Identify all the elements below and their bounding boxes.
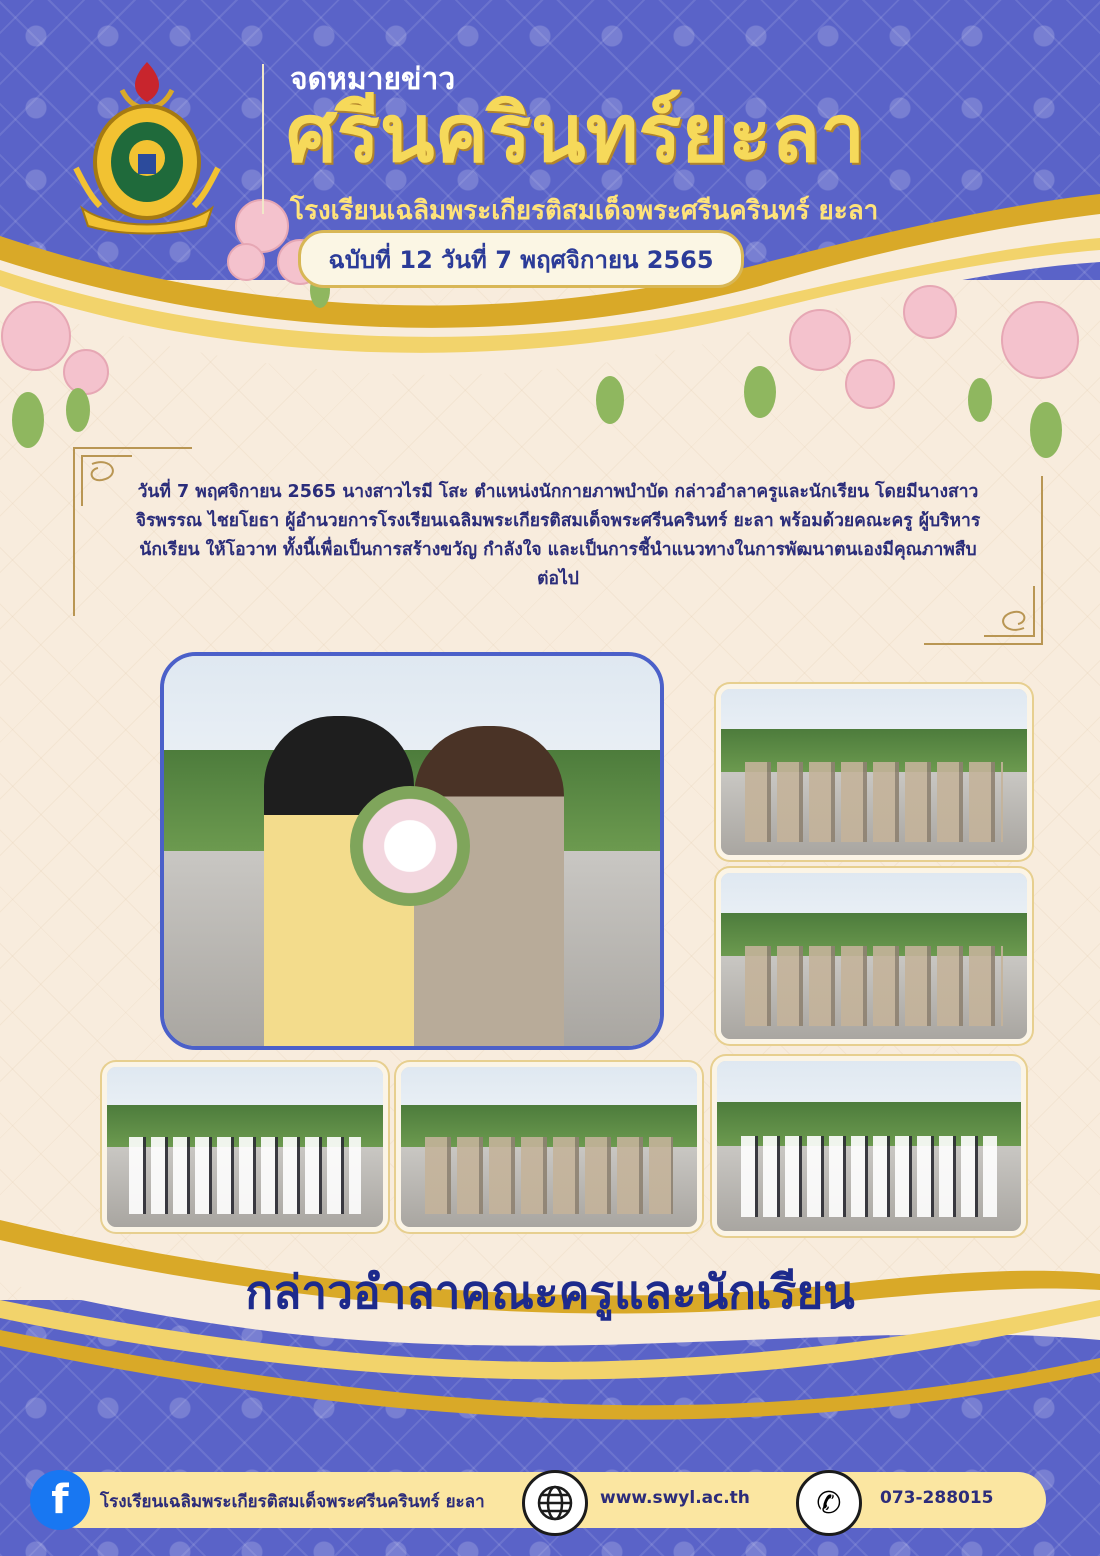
photo-students-2 bbox=[712, 1056, 1026, 1236]
photo-students-1 bbox=[102, 1062, 388, 1232]
phone-number[interactable]: 073-288015 bbox=[880, 1488, 994, 1508]
newsletter-title: ศรีนครินทร์ยะลา bbox=[286, 87, 866, 180]
phone-icon[interactable]: ✆ bbox=[796, 1470, 862, 1536]
photo-group-1 bbox=[716, 684, 1032, 860]
globe-icon[interactable] bbox=[522, 1470, 588, 1536]
event-title: กล่าวอำลาคณะครูและนักเรียน bbox=[245, 1265, 855, 1319]
main-photo bbox=[160, 652, 664, 1050]
website-link[interactable]: www.swyl.ac.th bbox=[600, 1488, 750, 1508]
facebook-link[interactable]: โรงเรียนเฉลิมพระเกียรติสมเด็จพระศรีนครินทร์ ยะลา bbox=[100, 1492, 485, 1512]
header-divider bbox=[262, 64, 264, 214]
news-paragraph: วันที่ 7 พฤศจิกายน 2565 นางสาวไรมี โสะ ตำแหน่งนักกายภาพบำบัด กล่าวอำลาครูและนักเรียน โดยมีนางสาวจิรพรรณ ไชยโยธา ผู้อำนวยการโรงเรียนเฉลิมพระเกียรติสมเด็จพระศรีนครินทร์ ยะลา พร้อมด้วยคณะครู ผู้บริหาร นักเรียน ให้โอวาท ทั้งนี้เพื่อเป็นการสร้างขวัญ กำลังใจ และเป็นการชี้นำแนวทางในการพัฒนาตนเองมีคุณภาพสืบต่อไป bbox=[135, 482, 981, 589]
news-text-frame bbox=[72, 446, 1044, 646]
issue-badge bbox=[298, 230, 744, 288]
photo-group-3 bbox=[396, 1062, 702, 1232]
newsletter-label: จดหมายข่าว bbox=[290, 62, 456, 97]
photo-group-2 bbox=[716, 868, 1032, 1044]
facebook-icon[interactable]: f bbox=[30, 1470, 90, 1530]
school-name: โรงเรียนเฉลิมพระเกียรติสมเด็จพระศรีนครินทร์ ยะลา bbox=[290, 196, 879, 226]
issue-text: ฉบับที่ 12 วันที่ 7 พฤศจิกายน 2565 bbox=[328, 245, 714, 274]
school-emblem bbox=[72, 58, 222, 236]
